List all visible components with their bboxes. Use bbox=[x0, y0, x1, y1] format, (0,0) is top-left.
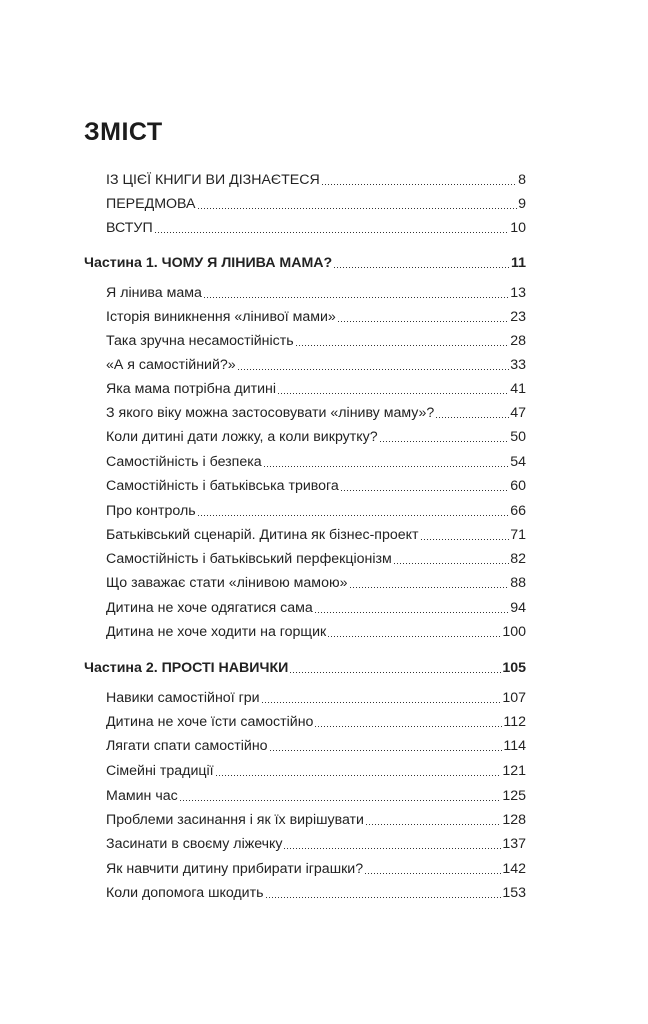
dot-leader bbox=[333, 267, 510, 268]
toc-entry bbox=[106, 502, 526, 520]
toc-entry-title: ВСТУП bbox=[106, 220, 153, 236]
dot-leader bbox=[321, 184, 517, 185]
toc-page-number: 153 bbox=[502, 885, 526, 901]
toc-entry-title: Частина 1. ЧОМУ Я ЛІНИВА МАМА? bbox=[84, 255, 333, 271]
toc-page-number: 47 bbox=[510, 405, 526, 421]
toc-page-number: 107 bbox=[502, 690, 526, 706]
toc-entry bbox=[106, 762, 526, 780]
toc-entry-title: Сімейні традиції bbox=[106, 763, 214, 779]
toc-part-entry bbox=[84, 659, 526, 677]
toc-entry-title: ІЗ ЦІЄЇ КНИГИ ВИ ДІЗНАЄТЕСЯ bbox=[106, 172, 320, 188]
toc-entry bbox=[106, 550, 526, 568]
toc-entry-title: ПЕРЕДМОВА bbox=[106, 196, 196, 212]
dot-leader bbox=[215, 775, 502, 776]
toc-page-number: 94 bbox=[510, 600, 526, 616]
toc-entry-title: Коли дитині дати ложку, а коли викрутку? bbox=[106, 429, 378, 445]
toc-entry bbox=[106, 526, 526, 544]
dot-leader bbox=[283, 848, 501, 849]
toc-page-number: 71 bbox=[510, 527, 526, 543]
toc-page-number: 50 bbox=[510, 429, 526, 445]
toc-page-number: 88 bbox=[510, 575, 526, 591]
toc-entry-title: Лягати спати самостійно bbox=[106, 738, 268, 754]
toc-entry-title: Самостійність і безпека bbox=[106, 454, 262, 470]
toc-entry-title: Як навчити дитину прибирати іграшки? bbox=[106, 861, 364, 877]
toc-entry bbox=[106, 284, 526, 302]
toc-entry bbox=[106, 623, 526, 641]
toc-entry bbox=[106, 453, 526, 471]
toc-page-number: 33 bbox=[510, 357, 526, 373]
toc-entry bbox=[106, 332, 526, 350]
dot-leader bbox=[295, 345, 510, 346]
dot-leader bbox=[340, 490, 509, 491]
toc-page-number: 8 bbox=[518, 172, 526, 188]
toc-page-number: 112 bbox=[503, 714, 526, 730]
toc-entry-title: Яка мама потрібна дитині bbox=[106, 381, 277, 397]
dot-leader bbox=[337, 321, 509, 322]
toc-page-number: 9 bbox=[518, 196, 526, 212]
toc-entry-title: Самостійність і батьківський перфекціонізм bbox=[106, 551, 392, 567]
toc-entry bbox=[106, 574, 526, 592]
toc-entry-title: «А я самостійний?» bbox=[106, 357, 236, 373]
toc-entry bbox=[106, 835, 526, 853]
toc-entry bbox=[106, 171, 526, 189]
toc-entry-title: Батьківський сценарій. Дитина як бізнес-проект bbox=[106, 527, 419, 543]
toc-entry-title: Проблеми засинання і як їх вирішувати bbox=[106, 812, 364, 828]
toc-page-number: 13 bbox=[510, 285, 526, 301]
dot-leader bbox=[314, 726, 502, 727]
dot-leader bbox=[237, 369, 510, 370]
toc-entry-title: Така зручна несамостійність bbox=[106, 333, 294, 349]
dot-leader bbox=[420, 539, 510, 540]
toc-page-number: 41 bbox=[510, 381, 526, 397]
toc-page-number: 137 bbox=[502, 836, 526, 852]
toc-entry bbox=[106, 713, 526, 731]
dot-leader bbox=[349, 587, 510, 588]
toc-entry bbox=[106, 599, 526, 617]
toc-page-number: 100 bbox=[502, 624, 526, 640]
toc-entry bbox=[106, 308, 526, 326]
toc-entry bbox=[106, 380, 526, 398]
toc-entry bbox=[106, 787, 526, 805]
toc-entry-title: З якого віку можна застосовувати «ліниву маму»? bbox=[106, 405, 435, 421]
dot-leader bbox=[269, 750, 503, 751]
toc-entry bbox=[106, 356, 526, 374]
toc-entry-title: Дитина не хоче їсти самостійно bbox=[106, 714, 314, 730]
dot-leader bbox=[203, 297, 509, 298]
dot-leader bbox=[197, 208, 518, 209]
toc-page-number: 54 bbox=[510, 454, 526, 470]
toc-entry bbox=[106, 477, 526, 495]
toc-entry-title: Історія виникнення «лінивої мами» bbox=[106, 309, 336, 325]
dot-leader bbox=[435, 417, 509, 418]
toc-entry-title: Засинати в своєму ліжечку bbox=[106, 836, 283, 852]
toc-page-number: 105 bbox=[502, 660, 526, 676]
toc-entry-title: Я лінива мама bbox=[106, 285, 202, 301]
toc-page-number: 10 bbox=[510, 220, 526, 236]
toc-entry-title: Що заважає стати «лінивою мамою» bbox=[106, 575, 348, 591]
toc-page-number: 82 bbox=[510, 551, 526, 567]
toc-entry-title: Мамин час bbox=[106, 788, 178, 804]
dot-leader bbox=[364, 873, 501, 874]
toc-entry bbox=[106, 195, 526, 213]
toc-entry bbox=[106, 219, 526, 237]
toc-page-number: 128 bbox=[502, 812, 526, 828]
toc-entry-title: Самостійність і батьківська тривога bbox=[106, 478, 339, 494]
dot-leader bbox=[265, 897, 502, 898]
dot-leader bbox=[393, 563, 509, 564]
dot-leader bbox=[289, 672, 501, 673]
toc-entry-title: Коли допомога шкодить bbox=[106, 885, 264, 901]
dot-leader bbox=[197, 515, 510, 516]
toc-entry-title: Частина 2. ПРОСТІ НАВИЧКИ bbox=[84, 660, 289, 676]
dot-leader bbox=[179, 800, 502, 801]
toc-entry bbox=[106, 811, 526, 829]
dot-leader bbox=[327, 636, 501, 637]
toc-page-number: 60 bbox=[510, 478, 526, 494]
toc-entry bbox=[106, 884, 526, 902]
dot-leader bbox=[263, 466, 510, 467]
toc-page-number: 114 bbox=[503, 738, 526, 754]
toc-entry-title: Про контроль bbox=[106, 503, 196, 519]
toc-page-number: 142 bbox=[502, 861, 526, 877]
page-title: ЗМІСТ bbox=[84, 118, 163, 146]
toc-page-number: 121 bbox=[502, 763, 526, 779]
toc-entry-title: Дитина не хоче одягатися сама bbox=[106, 600, 313, 616]
toc-entry bbox=[106, 860, 526, 878]
dot-leader bbox=[314, 612, 509, 613]
dot-leader bbox=[365, 824, 501, 825]
dot-leader bbox=[379, 441, 510, 442]
dot-leader bbox=[261, 702, 502, 703]
dot-leader bbox=[154, 232, 510, 233]
toc-entry-title: Дитина не хоче ходити на горщик bbox=[106, 624, 327, 640]
toc-page-number: 28 bbox=[510, 333, 526, 349]
dot-leader bbox=[277, 393, 509, 394]
toc-entry bbox=[106, 428, 526, 446]
toc-entry bbox=[106, 404, 526, 422]
toc-entry bbox=[106, 689, 526, 707]
toc-page-number: 11 bbox=[511, 255, 526, 271]
toc-entry-title: Навики самостійної гри bbox=[106, 690, 260, 706]
toc-entry bbox=[106, 737, 526, 755]
toc-page-number: 66 bbox=[510, 503, 526, 519]
toc-page-number: 23 bbox=[510, 309, 526, 325]
toc-part-entry bbox=[84, 254, 526, 272]
toc-page-number: 125 bbox=[502, 788, 526, 804]
